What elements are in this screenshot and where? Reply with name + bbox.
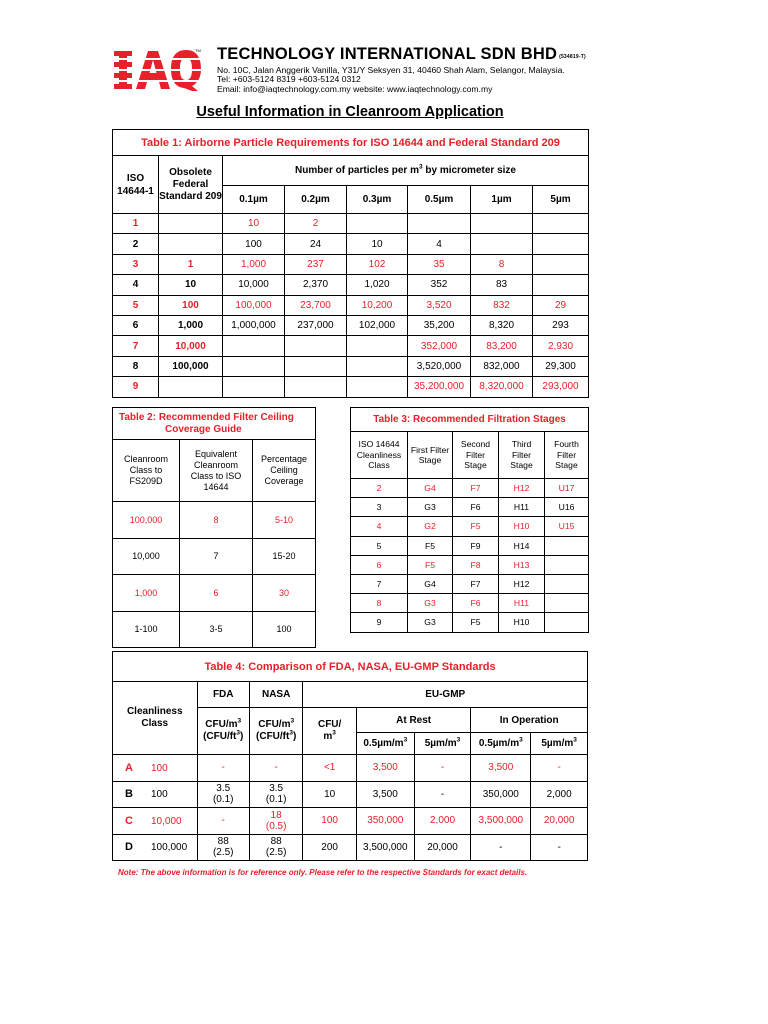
table1-cell	[159, 234, 223, 254]
table4-fda-value: -	[221, 815, 225, 827]
table3-cell: G3	[408, 594, 453, 613]
table1-cell: 1,020	[347, 275, 408, 295]
table4-cell-ar5: -	[414, 755, 471, 782]
table1-cell: 3,520,000	[408, 356, 471, 376]
table3-cell: H12	[499, 479, 545, 498]
table2-row	[113, 611, 316, 648]
table4-cell-fda	[197, 781, 249, 808]
table3-row	[351, 613, 589, 632]
table4-cell-ar5: 2,000	[414, 808, 471, 835]
table1-cell: 4	[113, 275, 159, 295]
table4-cell-ar05: 3,500,000	[356, 834, 414, 861]
table3-cell: F7	[453, 574, 499, 593]
table1-cell: 100	[223, 234, 285, 254]
table3-cell: 9	[351, 613, 408, 632]
table4-class-letter: D	[125, 841, 133, 854]
table2-row	[113, 502, 316, 539]
table1-row	[113, 234, 589, 254]
table4-cell-ar05: 3,500	[356, 781, 414, 808]
table4-nasa-value: 3.5	[269, 783, 284, 795]
table1-cell: 2	[285, 214, 347, 234]
table3-cell: 4	[351, 517, 408, 536]
table1-row	[113, 336, 589, 356]
table1-header-particles: Number of particles per $m^3$ by micrometer size	[223, 156, 589, 186]
table1-cell	[285, 336, 347, 356]
table1-cell: 352	[408, 275, 471, 295]
table3-cell: U15	[545, 517, 589, 536]
table1-cell: 100,000	[159, 356, 223, 376]
table1-cell	[223, 377, 285, 397]
table1-cell	[533, 214, 589, 234]
table3-cell: F5	[453, 613, 499, 632]
table3-cell: H11	[499, 498, 545, 517]
table3-row	[351, 479, 589, 498]
table1-cell: 10	[159, 275, 223, 295]
table4-fda-value: (0.1)	[212, 794, 234, 806]
table1-cell: 29,300	[533, 356, 589, 376]
table1-cell	[533, 234, 589, 254]
table4-cell-cfu: 200	[303, 834, 356, 861]
table3-row	[351, 555, 589, 574]
table1-cell	[471, 214, 533, 234]
table1-cell: 237,000	[285, 315, 347, 335]
table2-cell: 3-5	[180, 611, 253, 648]
table1-cell: 10,000	[223, 275, 285, 295]
table4-cell-io05: 350,000	[471, 781, 531, 808]
table1-header-size: 0.2µm	[285, 186, 347, 214]
table2-cell: 1-100	[113, 611, 180, 648]
table4-row	[113, 808, 588, 835]
table4-header-at-rest-05um: $0.5\mu m/m^3$	[356, 733, 414, 755]
table1-cell	[159, 377, 223, 397]
table1-header-fs209: Obsolete Federal Standard 209	[159, 156, 223, 214]
table4-cell-io05: -	[471, 834, 531, 861]
table4-class-value: 10,000	[151, 815, 182, 827]
table1-cell: 8	[471, 254, 533, 274]
table4-row	[113, 781, 588, 808]
table4-class-value: 100	[151, 762, 168, 774]
table3-cell: H13	[499, 555, 545, 574]
table3-cell: 7	[351, 574, 408, 593]
table4-nasa-value: (0.1)	[265, 794, 287, 806]
table1-cell: 100,000	[223, 295, 285, 315]
table4-cell-cfu: 10	[303, 781, 356, 808]
table4-fda-value: 3.5	[216, 783, 231, 795]
table1-cell: 23,700	[285, 295, 347, 315]
table3-cell: 3	[351, 498, 408, 517]
table1-cell	[159, 214, 223, 234]
table3-cell	[545, 594, 589, 613]
table3-cell: F6	[453, 498, 499, 517]
table4-cell-fda	[197, 834, 249, 861]
table4-header-eugmp: EU-GMP	[303, 682, 588, 708]
table3-cell: G4	[408, 479, 453, 498]
table3-cell: H10	[499, 517, 545, 536]
table2-title-line2: Coverage Guide	[165, 423, 242, 435]
table1-cell	[347, 356, 408, 376]
table4-class-value: 100,000	[151, 842, 188, 854]
company-address: No. 10C, Jalan Anggerik Vanilla, Y31/Y Seksyen 31, 40460 Shah Alam, Selangor, Malaysia.	[217, 65, 565, 75]
table4-nasa-value: (0.5)	[265, 820, 287, 832]
table1-cell	[285, 377, 347, 397]
table4-class-letter: B	[125, 788, 133, 801]
table4-header-at-rest-5um: $5\mu m/m^3$	[414, 733, 471, 755]
table1-row	[113, 356, 589, 376]
table3-cell: 5	[351, 536, 408, 555]
table4-cell-class	[113, 781, 198, 808]
table1-cell: 10,000	[159, 336, 223, 356]
table3-cell: F7	[453, 479, 499, 498]
table4-cell-io5: 2,000	[531, 781, 588, 808]
table1-cell	[347, 214, 408, 234]
table3-cell: F8	[453, 555, 499, 574]
table4-cell-io5: -	[531, 755, 588, 782]
table1-cell: 832,000	[471, 356, 533, 376]
table2-title	[113, 408, 316, 440]
table3-header: Fourth Filter Stage	[545, 432, 589, 479]
table1-cell: 29	[533, 295, 589, 315]
table2-cell: 5-10	[253, 502, 316, 539]
table4-header-in-operation-5um: $5\mu m/m^3$	[531, 733, 588, 755]
table1-header-iso: ISO 14644-1	[113, 156, 159, 214]
table3-cell: H14	[499, 536, 545, 555]
table4-header-fda: FDA	[197, 682, 249, 708]
table4-header-fda-unit: CFU/$m^3$ $(CFU/ft^3)$	[197, 708, 249, 755]
table1-cell: 35	[408, 254, 471, 274]
table3-cell: U17	[545, 479, 589, 498]
table1-cell: 10	[223, 214, 285, 234]
table2-cell: 10,000	[113, 538, 180, 575]
table1-cell	[223, 336, 285, 356]
table2-title-line1: Table 2: Recommended Filter Ceiling	[119, 411, 294, 423]
company-name: TECHNOLOGY INTERNATIONAL SDN BHD (534819-T)	[217, 45, 586, 63]
company-registration: (534819-T)	[559, 54, 586, 60]
table4-cell-class	[113, 808, 198, 835]
table3-cell	[545, 574, 589, 593]
table3-cell: 2	[351, 479, 408, 498]
table2-cell: 30	[253, 575, 316, 612]
table2-cell: 6	[180, 575, 253, 612]
table3-title: Table 3: Recommended Filtration Stages	[351, 408, 589, 432]
table2-row	[113, 538, 316, 575]
table3-cell	[545, 555, 589, 574]
table1-cell: 102,000	[347, 315, 408, 335]
table2-row	[113, 575, 316, 612]
table4-cell-ar05: 3,500	[356, 755, 414, 782]
table1-cell: 102	[347, 254, 408, 274]
table1-cell: 8,320,000	[471, 377, 533, 397]
table4-cell-ar5: 20,000	[414, 834, 471, 861]
table3-cell	[545, 613, 589, 632]
table1-cell: 237	[285, 254, 347, 274]
table3-cell: F9	[453, 536, 499, 555]
table4-row	[113, 755, 588, 782]
table1-row	[113, 254, 589, 274]
table1-cell	[408, 214, 471, 234]
table1-header-size: 0.3µm	[347, 186, 408, 214]
table1-row	[113, 315, 589, 335]
table4-header-nasa: NASA	[249, 682, 302, 708]
table4-header-in-operation: In Operation	[471, 708, 588, 733]
table1-header-size: 5µm	[533, 186, 589, 214]
table1-cell	[533, 275, 589, 295]
table1-cell: 6	[113, 315, 159, 335]
table1-cell: 9	[113, 377, 159, 397]
table4-class-letter: C	[125, 814, 133, 827]
table3-row	[351, 536, 589, 555]
table1-cell: 2	[113, 234, 159, 254]
table2-cell: 1,000	[113, 575, 180, 612]
table-fda-nasa-eugmp	[112, 651, 588, 861]
table3-cell: G3	[408, 498, 453, 517]
table-filtration-stages	[350, 407, 589, 633]
table1-row	[113, 295, 589, 315]
table1-cell: 24	[285, 234, 347, 254]
table4-cell-nasa	[249, 834, 302, 861]
table1-cell: 35,200,000	[408, 377, 471, 397]
table3-row	[351, 517, 589, 536]
table1-cell: 4	[408, 234, 471, 254]
table3-cell: H10	[499, 613, 545, 632]
table1-cell	[347, 377, 408, 397]
table1-cell: 1,000,000	[223, 315, 285, 335]
table1-header-size: 1µm	[471, 186, 533, 214]
table3-cell: 8	[351, 594, 408, 613]
table1-cell: 832	[471, 295, 533, 315]
table3-cell: G3	[408, 613, 453, 632]
table4-header-cfu: CFU/ $m^3$	[303, 708, 356, 755]
table1-header-size: 0.5µm	[408, 186, 471, 214]
table1-cell: 83,200	[471, 336, 533, 356]
table4-cell-class	[113, 834, 198, 861]
table4-cell-io5: 20,000	[531, 808, 588, 835]
table1-cell: 8,320	[471, 315, 533, 335]
table4-header-in-operation-05um: $0.5\mu m/m^3$	[471, 733, 531, 755]
table1-cell: 2,930	[533, 336, 589, 356]
table4-row	[113, 834, 588, 861]
table4-fda-value: 88	[217, 836, 229, 848]
table4-cell-cfu: 100	[303, 808, 356, 835]
company-email-website: Email: info@iaqtechnology.com.my website: www.iaqtechnology.com.my	[217, 84, 493, 94]
table4-title: Table 4: Comparison of FDA, NASA, EU-GMP Standards	[113, 652, 588, 682]
table2-cell: 100	[253, 611, 316, 648]
table1-cell: 10,200	[347, 295, 408, 315]
table1-cell: 293,000	[533, 377, 589, 397]
table2-cell: 8	[180, 502, 253, 539]
table4-cell-nasa	[249, 781, 302, 808]
table1-row	[113, 214, 589, 234]
table1-cell: 1,000	[159, 315, 223, 335]
table4-cell-nasa	[249, 808, 302, 835]
table3-row	[351, 498, 589, 517]
company-logo	[112, 47, 204, 91]
table2-cell: 100,000	[113, 502, 180, 539]
table3-header: ISO 14644 Cleanliness Class	[351, 432, 408, 479]
table4-cell-io5: -	[531, 834, 588, 861]
table4-cell-io05: 3,500,000	[471, 808, 531, 835]
table4-class-letter: A	[125, 761, 133, 774]
table1-cell	[285, 356, 347, 376]
page-title: Useful Information in Cleanroom Application	[196, 104, 504, 120]
table3-cell: G2	[408, 517, 453, 536]
table4-cell-cfu: <1	[303, 755, 356, 782]
table2-header-iso-equivalent: Equivalent Cleanroom Class to ISO 14644	[180, 440, 253, 502]
table3-header: Second Filter Stage	[453, 432, 499, 479]
table1-cell: 293	[533, 315, 589, 335]
table1-cell	[347, 336, 408, 356]
table1-cell: 2,370	[285, 275, 347, 295]
table3-cell: F5	[408, 555, 453, 574]
table2-header-fs209d: Cleanroom Class to FS209D	[113, 440, 180, 502]
table4-cell-io05: 3,500	[471, 755, 531, 782]
table4-cell-ar05: 350,000	[356, 808, 414, 835]
table4-cell-fda	[197, 755, 249, 782]
table4-nasa-value: -	[274, 762, 278, 774]
table2-cell: 7	[180, 538, 253, 575]
table4-cell-fda	[197, 808, 249, 835]
table1-title: Table 1: Airborne Particle Requirements for ISO 14644 and Federal Standard 209	[113, 130, 589, 156]
company-phone: Tel: +603-5124 8319 +603-5124 0312	[217, 74, 361, 84]
table3-cell: F5	[453, 517, 499, 536]
table3-cell: G4	[408, 574, 453, 593]
table3-cell: H11	[499, 594, 545, 613]
table1-cell: 35,200	[408, 315, 471, 335]
table1-cell: 3	[113, 254, 159, 274]
table3-header: First Filter Stage	[408, 432, 453, 479]
table1-header-size: 0.1µm	[223, 186, 285, 214]
table3-cell: U16	[545, 498, 589, 517]
table1-cell: 5	[113, 295, 159, 315]
table4-nasa-value: 18	[270, 809, 282, 821]
table1-row	[113, 377, 589, 397]
table1-cell: 100	[159, 295, 223, 315]
table3-cell: F5	[408, 536, 453, 555]
table1-cell: 8	[113, 356, 159, 376]
table1-cell	[471, 234, 533, 254]
table1-cell: 10	[347, 234, 408, 254]
table2-header-coverage: Percentage Ceiling Coverage	[253, 440, 316, 502]
table4-cell-ar5: -	[414, 781, 471, 808]
table4-header-at-rest: At Rest	[356, 708, 470, 733]
table3-cell	[545, 536, 589, 555]
table1-cell	[533, 254, 589, 274]
table4-nasa-value: (2.5)	[265, 847, 287, 859]
svg-text:TM: TM	[195, 48, 201, 53]
table1-cell: 83	[471, 275, 533, 295]
table4-nasa-value: 88	[270, 836, 282, 848]
table2-cell: 15-20	[253, 538, 316, 575]
reference-note: Note: The above information is for reference only. Please refer to the respective Standards for exact details.	[118, 868, 528, 877]
table-filter-ceiling-coverage	[112, 407, 316, 648]
table4-fda-value: (2.5)	[212, 847, 234, 859]
table3-cell: H12	[499, 574, 545, 593]
table-particle-requirements	[112, 129, 589, 398]
table4-cell-nasa	[249, 755, 302, 782]
table1-cell: 1,000	[223, 254, 285, 274]
table1-cell: 1	[113, 214, 159, 234]
table1-cell: 1	[159, 254, 223, 274]
table4-cell-class	[113, 755, 198, 782]
table1-cell: 352,000	[408, 336, 471, 356]
table3-cell: F6	[453, 594, 499, 613]
table1-cell	[223, 356, 285, 376]
table1-cell: 3,520	[408, 295, 471, 315]
table3-row	[351, 574, 589, 593]
table4-header-cleanliness: Cleanliness Class	[113, 682, 198, 755]
table3-header: Third Filter Stage	[499, 432, 545, 479]
table3-row	[351, 594, 589, 613]
table3-cell: 6	[351, 555, 408, 574]
table4-class-value: 100	[151, 789, 168, 801]
table1-cell: 7	[113, 336, 159, 356]
table4-fda-value: -	[221, 762, 225, 774]
table4-header-nasa-unit: CFU/$m^3$ $(CFU/ft^3)$	[249, 708, 302, 755]
table1-row	[113, 275, 589, 295]
